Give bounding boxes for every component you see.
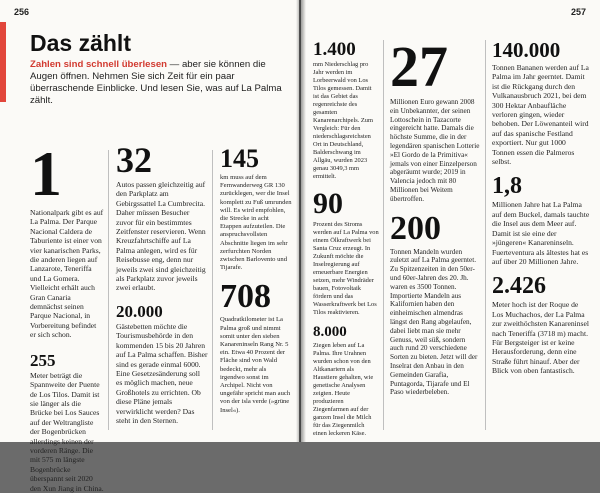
fact-column-1 — [30, 138, 104, 493]
left-page — [0, 0, 299, 493]
fact-number: 8.000 — [313, 324, 347, 340]
fact-number: 1,8 — [492, 173, 522, 200]
fact-text: km muss auf dem Fernwanderweg GR 130 zurücklegen, wer die Insel komplett zu Fuß umrunden will. Es wird empfohlen, die Strecke in acht Etappen aufzuteilen. Die anspruchsvollsten Abschnitte liegen im sehr zerfurchten Norden zwischen Barlovento und Tijarafe. — [220, 174, 292, 272]
fact-text: Tonnen Mandeln wurden zuletzt auf La Palma geerntet. Zu Spitzenzeiten in den 50er- und 60er-Jahren des 20. Jh. waren es 3500 Tonnen. Importierte Mandeln aus Kalifornien haben den einheimischen almendras längst den Rang abgelaufen, dabei liebt man sie mehr Genuss, weil süß, sondern auch rund 20 verschiedene Sorten zu bieten. Jetzt will der Inselrat den Anbau in den Gemeinden Garafia, Puntagorda, Tijarafe und El Paso wiederbeleben. — [390, 247, 478, 397]
fact-text: Autos passen gleichzeitig auf den Parkplatz am Gebirgssattel La Cumbrecita. Daher müssen Besucher zuvor für ein bestimmtes Zeitfenster reservieren. Wenn Kreuzfahrtschiffe auf La Palma anlegen, wird es für Reisebusse eng, denn nur jeweils zwei sind gleichzeitig als Parkplatz zuvor jeweils zwei erlaubt. — [116, 180, 206, 293]
fact-number: 2.426 — [492, 273, 546, 300]
fact-column-5 — [390, 34, 480, 397]
column-divider — [383, 40, 384, 430]
page-title: Das zählt — [30, 30, 131, 56]
fact-text: Nationalpark gibt es auf La Palma. Der Parque Nacional Caldera de Taburiente ist einer von vier kanarischen Parks, die anderen liegen auf Lanzarote, Teneriffa und La Gomera. Vielleicht erhält auch Gran Canaria demnächst seinen Parque Nacional, in Vorbereitung befindet er sich schon. — [30, 208, 104, 340]
fact-text: Ziegen leben auf La Palma. Ihre Urahnen wurden schon von den Altkanariern als Haustiere gehalten, wie genetische Analysen zeigten. Heute produzieren Ziegenfarmen auf der ganzen Insel die Milch für das Ziegenmilch einen leckeren Käse. — [313, 342, 374, 437]
fact-column-3 — [220, 146, 292, 415]
column-divider — [485, 40, 486, 430]
fact-number: 145 — [220, 144, 259, 173]
fact-text: mm Niederschlag pro Jahr werden im Lorbeerwald von Los Tilos gemessen. Damit ist das Gebiet das regenreichste des gesamten Kanarenarchipels. Zum Vergleich: Für den niederschlagsreichsten Ort in Deutschland, Balderschwang im Allgäu, wurden 2023 genau 3049,3 mm ermittelt. — [313, 61, 373, 180]
fact-text: Meter hoch ist der Roque de Los Muchachos, der La Palma zur zweithöchsten Kanareninsel nach Teneriffa (3718 m) macht. Für Bergsteiger ist er keine Herausforderung, denn eine Straße führt hinauf. Aber der Blick von oben fantastisch. — [492, 300, 589, 376]
column-divider — [108, 150, 109, 430]
fact-number: 20.000 — [116, 301, 163, 321]
fact-text: Tonnen Bananen werden auf La Palma im Jahr geerntet. Damit ist die Rückgang durch den Vulkanausbruch 2021, bei dem 300 Hektar Anbaufläche verloren gingen, wieder behoben. Der Löwenanteil wird auf das spanische Festland exportiert. Nur gut 1000 Tonnen essen die Palmeros selbst. — [492, 63, 589, 167]
fact-number: 1 — [30, 138, 62, 209]
fact-number: 90 — [313, 187, 343, 220]
fact-number: 140.000 — [492, 38, 561, 62]
fact-number: 255 — [30, 350, 56, 370]
fact-column-4 — [313, 40, 379, 438]
fact-number: 708 — [220, 278, 271, 316]
intro-highlight: Zahlen sind schnell überlesen — [30, 59, 168, 70]
fact-text: Millionen Jahre hat La Palma auf dem Buckel, damals tauchte die Insel aus dem Meer auf. Damit ist sie eine der »jüngeren« Kanareninseln. Fuerteventura als ältestes hat es auf über 20 Millionen Jahre. — [492, 200, 590, 266]
fact-number: 27 — [390, 34, 448, 99]
accent-bar — [0, 22, 6, 102]
fact-text: Prozent des Stroms werden auf La Palma von einem Ölkraftwerk bei Santa Cruz erzeugt. In Zukunft möchte die Inselregierung auf erneuerbare Energien setzen, mehr Windräder bauen, Fotovoltaik fördern und das Wasserkraftwerk bei Los Tilos reaktivieren. — [313, 221, 379, 316]
fact-text: Quadratkilometer ist La Palma groß und nimmt somit unter den sieben Kanareninseln Rang Nr. 5 ein. Etwa 40 Prozent der Fläche sind von Wald bedeckt, mehr als irgendwo sonst im Archipel. Nicht von ungefähr spricht man auch von der isla verde (»grüne Insel«). — [220, 316, 291, 414]
right-page — [301, 0, 600, 442]
page-number-right: 257 — [570, 7, 586, 17]
fact-text: Meter beträgt die Spannweite der Puente de Los Tilos. Damit ist sie länger als die Brücke bei Los Sauces auf der Weltrangliste der Bogenbrücken allerdings keinen der vorderen Ränge. Die mit 575 m längste Bogenbrücke überspannt seit 2020 den Xun Jiang in China. — [30, 370, 104, 493]
fact-number: 200 — [390, 209, 441, 247]
intro-rest: — aber sie können die Augen öffnen. Nehmen Sie sich Zeit für ein paar überraschende Einblicke. Und lesen Sie, was auf La Palma zählt. — [30, 59, 282, 106]
fact-column-6 — [492, 40, 590, 376]
fact-text: Gästebetten möchte die Tourismusbehörde in den kommenden 15 bis 20 Jahren auf La Palma schaffen. Bisher sind es gerade einmal 6000. Eine Gesetzesänderung soll es möglich machen, neue Großhotels zu errichten. Ob diese Pläne jemals verwirklicht werden? Das steht in den Sternen. — [116, 321, 208, 425]
page-number-left: 256 — [14, 7, 30, 17]
fact-number: 32 — [116, 140, 152, 180]
column-divider — [212, 150, 213, 430]
intro-text — [30, 59, 292, 107]
fact-column-2 — [116, 142, 208, 425]
book-gutter — [296, 0, 306, 442]
fact-text: Millionen Euro gewann 2008 ein Unbekannter, der seinen Lottoschein in Tazacorte eingereicht hatte. Damals die höchste Summe, die in der legendären spanischen Lotterie »El Gordo de la Primitiva« jemals von einer Einzelperson abgeräumt wurde; 2019 in Valencia jedoch mit 80 Millionen bei Weitem übertroffen. — [390, 98, 480, 203]
fact-number: 1.400 — [313, 39, 356, 60]
